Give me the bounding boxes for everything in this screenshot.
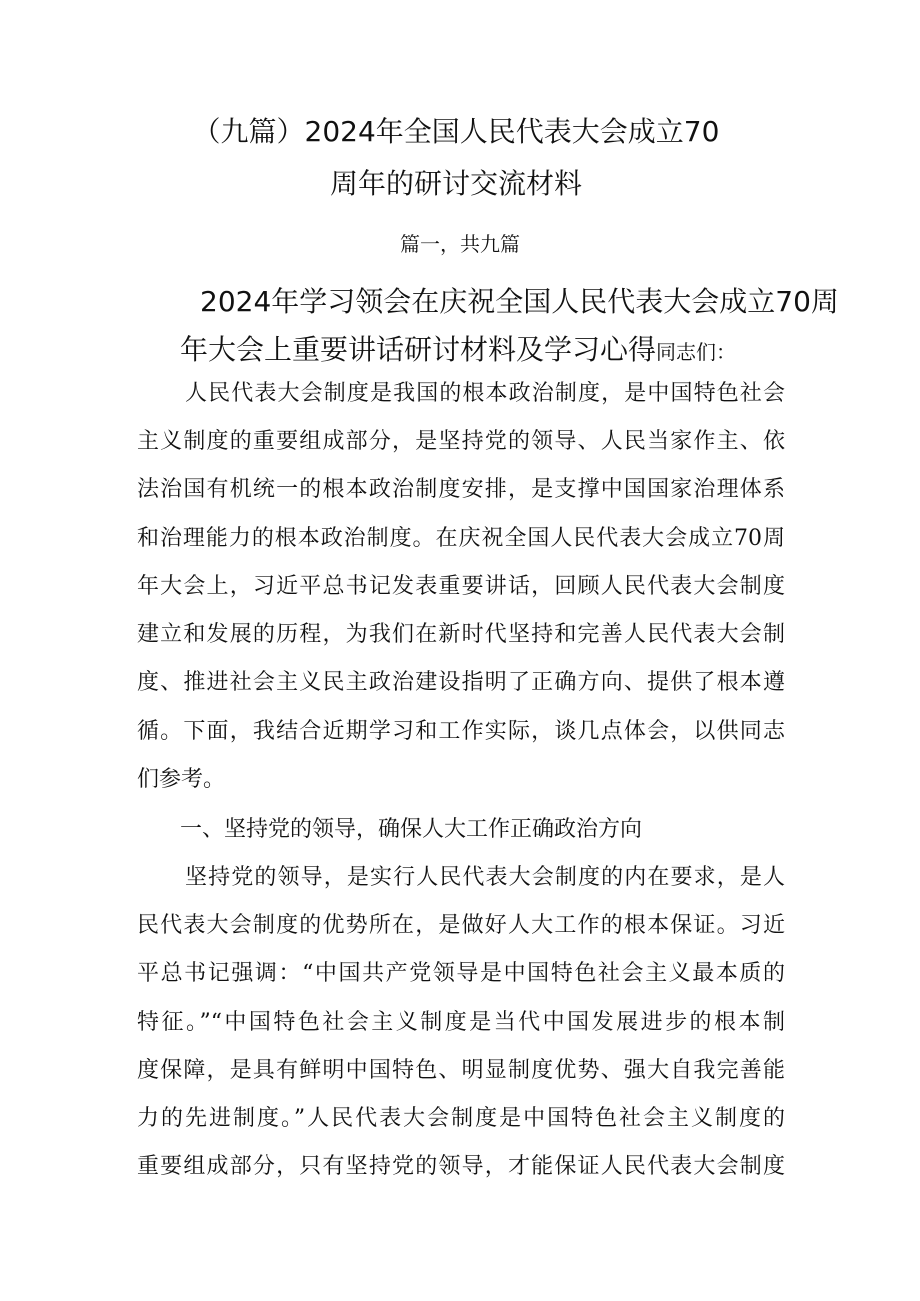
paragraph-2-line: 力的先进制度。”人民代表大会制度是中国特色社会主义制度的 xyxy=(137,1106,785,1131)
paragraph-2-line: 重要组成部分，只有坚持党的领导，才能保证人民代表大会制度 xyxy=(137,1154,785,1179)
paragraph-2-line: 度保障，是具有鲜明中国特色、明显制度优势、强大自我完善能 xyxy=(137,1058,785,1083)
paragraph-1-line: 人民代表大会制度是我国的根本政治制度，是中国特色社会 xyxy=(185,381,785,406)
paragraph-2-line: 平总书记强调：“中国共产党领导是中国特色社会主义最本质的 xyxy=(137,961,785,986)
part-label: 篇一，共九篇 xyxy=(400,232,520,256)
section-1-heading: 一、坚持党的领导，确保人大工作正确政治方向 xyxy=(180,817,643,842)
paragraph-1-line: 主义制度的重要组成部分，是坚持党的领导、人民当家作主、依 xyxy=(137,429,785,454)
paragraph-1-line: 度、推进社会主义民主政治建设指明了正确方向、提供了根本遵 xyxy=(137,670,785,695)
article-title-line-2-text: 年大会上重要讲话研讨材料及学习心得 xyxy=(180,333,657,366)
paragraph-1-line: 年大会上，习近平总书记发表重要讲话，回顾人民代表大会制度 xyxy=(137,574,785,599)
article-title-line-2 xyxy=(180,330,736,372)
paragraph-1-line: 们参考。 xyxy=(137,767,226,792)
paragraph-1-line: 循。下面，我结合近期学习和工作实际，谈几点体会，以供同志 xyxy=(137,719,785,744)
document-title-line-1: （九篇）2024年全国人民代表大会成立70 xyxy=(192,115,720,148)
salutation: 同志们： xyxy=(656,340,737,364)
paragraph-2-line: 民代表大会制度的优势所在，是做好人大工作的根本保证。习近 xyxy=(137,913,785,938)
paragraph-2-line: 特征。”“中国特色社会主义制度是当代中国发展进步的根本制 xyxy=(137,1010,785,1035)
article-title-line-1: 2024年学习领会在庆祝全国人民代表大会成立70周 xyxy=(200,285,839,318)
document-title-line-2: 周年的研讨交流材料 xyxy=(329,167,582,200)
paragraph-1-line: 法治国有机统一的根本政治制度安排，是支撑中国国家治理体系 xyxy=(137,477,785,502)
paragraph-2-line: 坚持党的领导，是实行人民代表大会制度的内在要求，是人 xyxy=(185,865,785,890)
paragraph-1-line: 建立和发展的历程，为我们在新时代坚持和完善人民代表大会制 xyxy=(137,622,785,647)
paragraph-1-line: 和治理能力的根本政治制度。在庆祝全国人民代表大会成立70周 xyxy=(137,526,785,551)
